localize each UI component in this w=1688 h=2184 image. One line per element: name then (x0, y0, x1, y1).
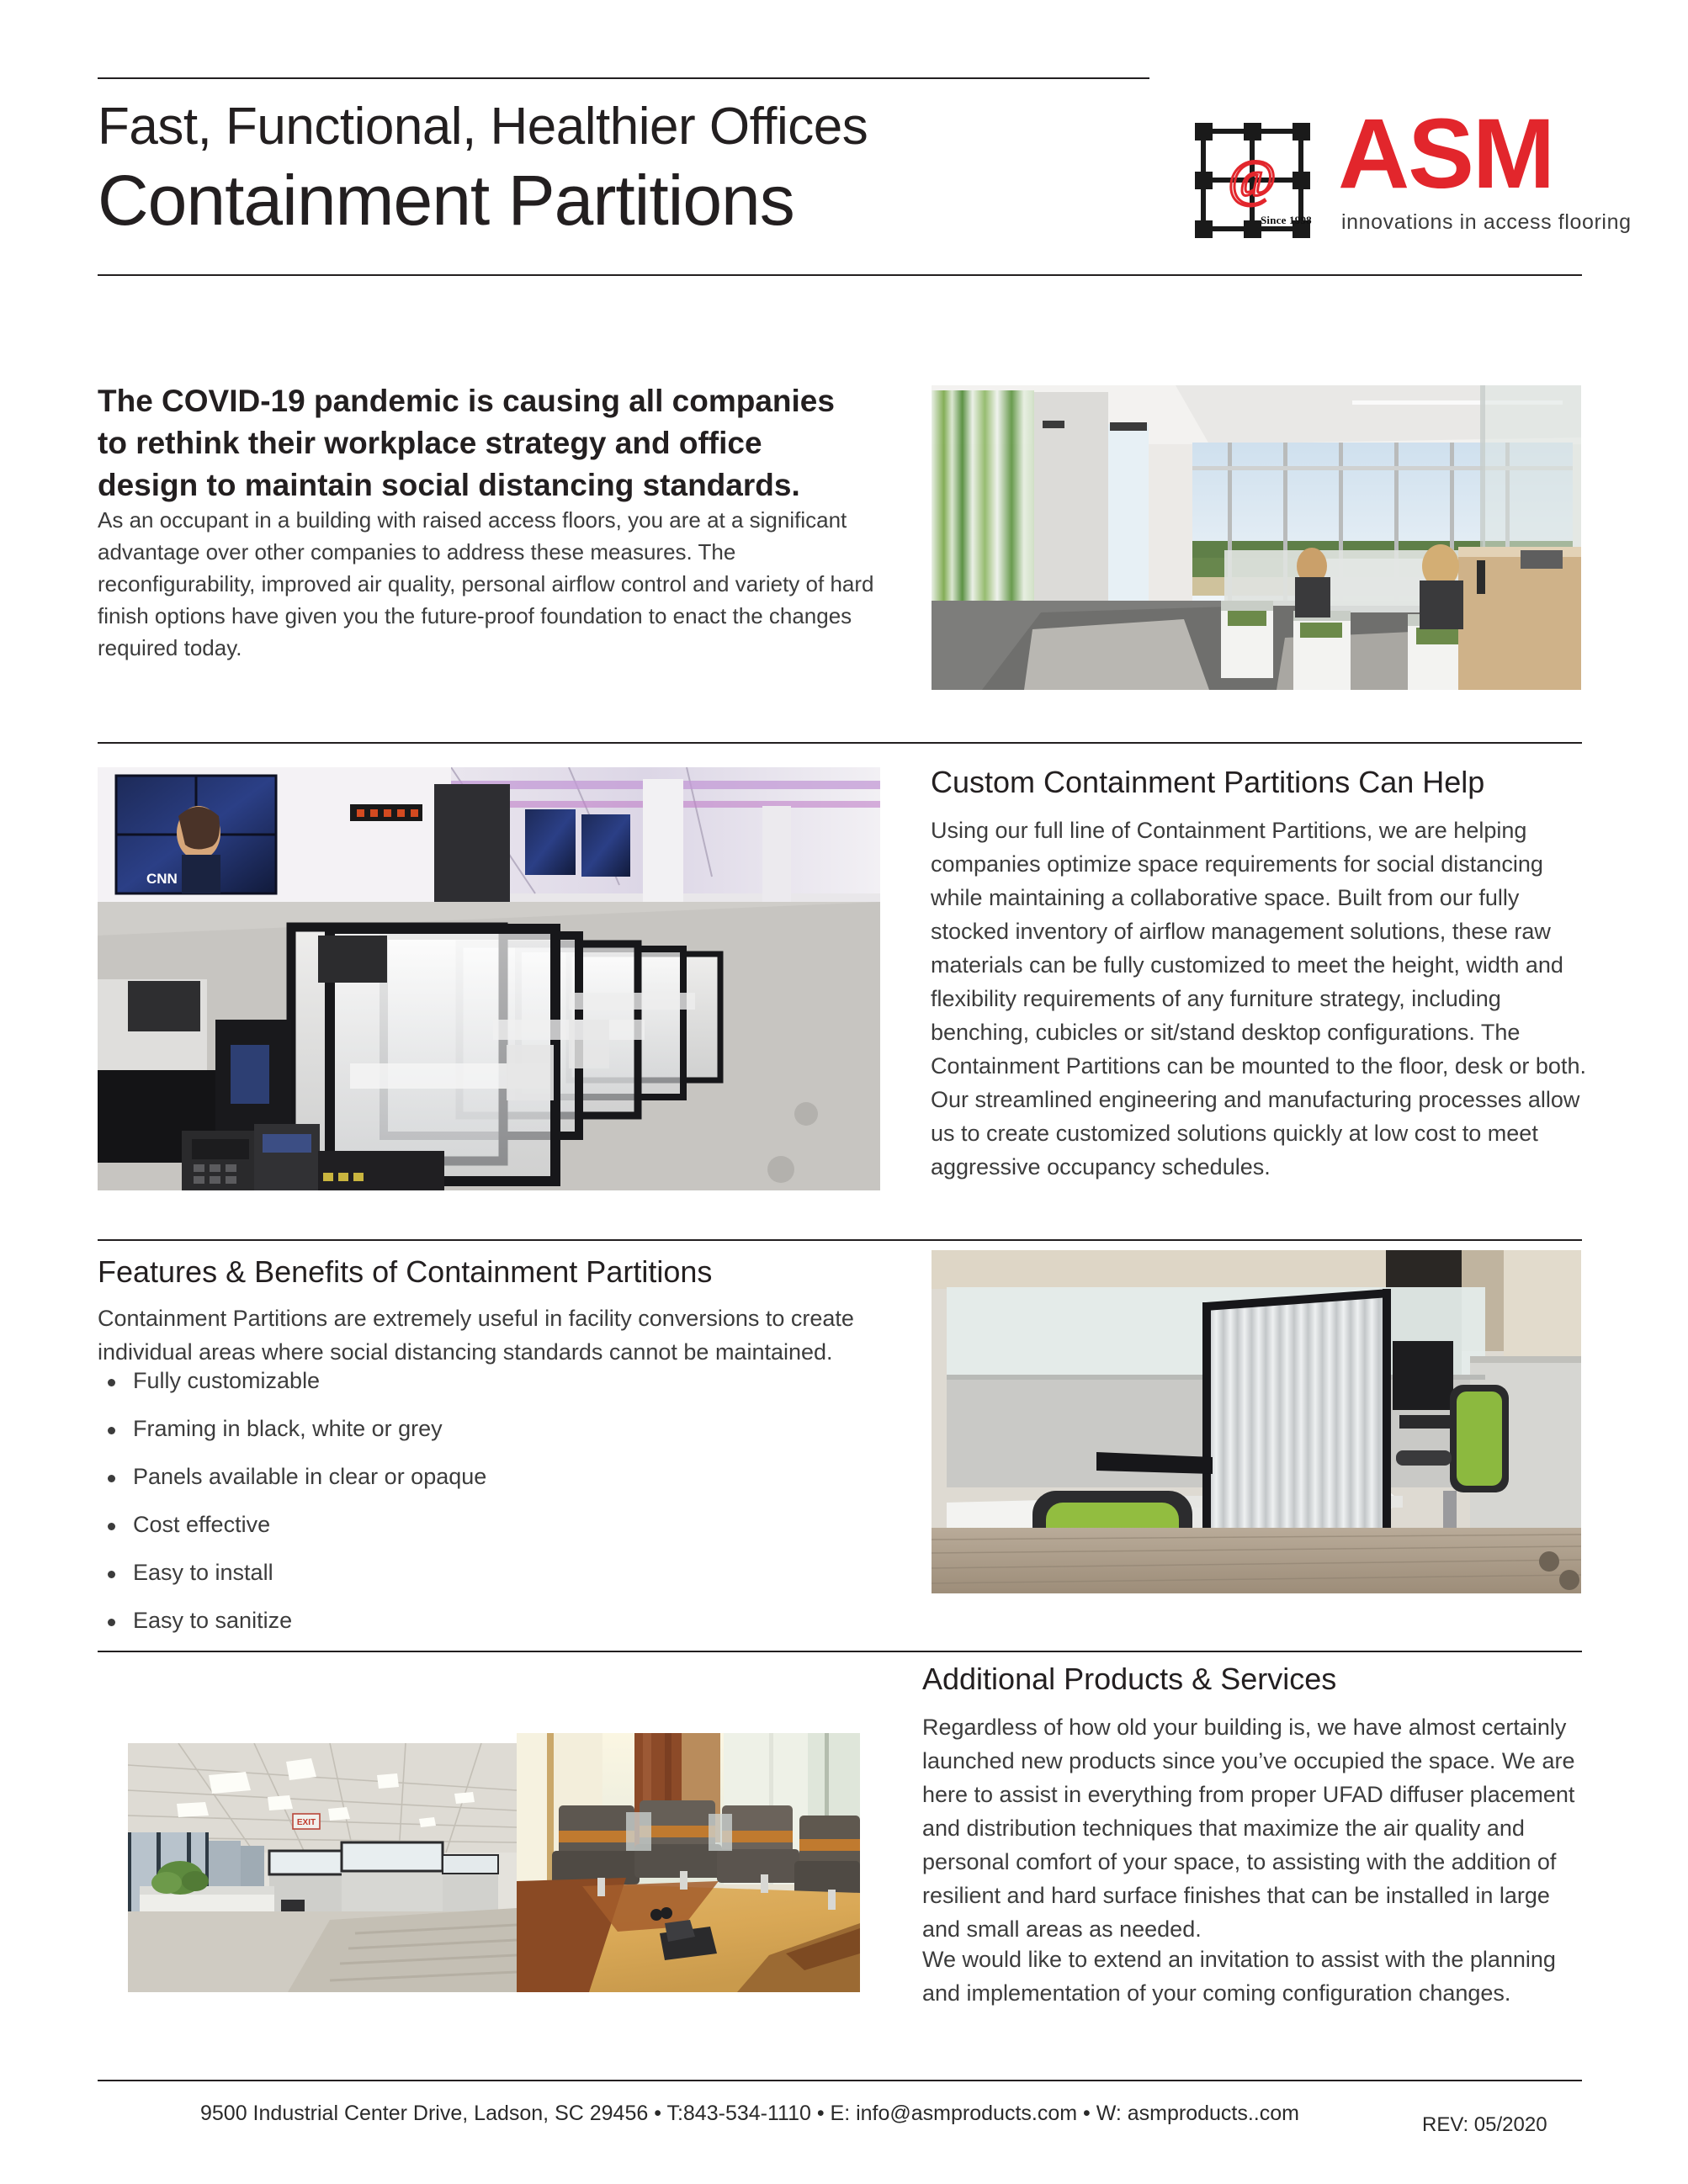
title-line-1: Fast, Functional, Healthier Offices (98, 98, 868, 156)
list-item: Easy to sanitize (98, 1609, 855, 1632)
list-item: Framing in black, white or grey (98, 1418, 855, 1440)
list-item: Cost effective (98, 1513, 855, 1536)
custom-help-body: Using our full line of Containment Partitions, we are helping companies optimize space requirements for social distancing while maintaining a collaborative space. Built from our fully stocked inventory of airflow management solutions, these raw materials can be fully customized to meet the height, width and flexibility requirements of any furniture strategy, including benching, cubicles or sit/stand desktop configurations. The Containment Partitions can be mounted to the floor, desk or both. Our streamlined engineering and manufacturing processes allow us to create customized solutions quickly at low cost to meet aggressive occupancy schedules. (931, 818, 1586, 1179)
list-item: Panels available in clear or opaque (98, 1466, 855, 1488)
custom-help-heading: Custom Containment Partitions Can Help (931, 765, 1485, 799)
intro-body: As an occupant in a building with raised access floors, you are at a significant advantage over other companies to address these measures. The reconfigurability, improved air quality, personal airflow control and variety of hard finish options have given you the future-proof foundation to enact the changes required today. (98, 507, 874, 660)
section-divider-4 (98, 1651, 1582, 1652)
photo-cubicle-partition (932, 1250, 1581, 1593)
svg-text:@: @ (1228, 151, 1277, 208)
section-divider-3 (98, 1239, 1582, 1241)
title-line-2: Containment Partitions (98, 161, 794, 241)
photo-open-office (932, 385, 1581, 690)
asm-logo (1188, 98, 1632, 244)
list-item: Fully customizable (98, 1370, 855, 1392)
features-bullet-list (98, 1370, 855, 1657)
photo-cubicle-office (128, 1743, 517, 1992)
footer-contact-info: 9500 Industrial Center Drive, Ladson, SC 29456 • T:843-534-1110 • E: info@asmproducts.com • W: asmproducts..com (200, 2102, 1299, 2125)
since-label: Since 1998 (1261, 214, 1312, 226)
photo-lobby-seating (517, 1733, 860, 1992)
header-divider (98, 77, 1149, 79)
intro-lead: The COVID-19 pandemic is causing all companies to rethink their workplace strategy and office design to maintain social distancing standards. (98, 384, 835, 502)
features-heading: Features & Benefits of Containment Partitions (98, 1254, 713, 1289)
svg-text:EXIT: EXIT (296, 1818, 316, 1827)
footer-revision: REV: 05/2020 (1422, 2113, 1547, 2136)
section-divider-1 (98, 274, 1582, 276)
logo-tagline: innovations in access flooring (1341, 210, 1632, 234)
features-body: Containment Partitions are extremely useful in facility conversions to create individual areas where social distancing standards cannot be maintained. (98, 1306, 854, 1365)
list-item: Easy to install (98, 1561, 855, 1584)
footer-divider (98, 2080, 1582, 2081)
page-title (98, 99, 1133, 240)
additional-body: Regardless of how old your building is, we have almost certainly launched new products since you’ve occupied the space. We are here to assist in everything from proper UFAD diffuser placement and distribution techniques that maximize the air quality and personal comfort of your space, to assisting with the addition of resilient and hard surface finishes that can be installed in large and small areas as needed. (922, 1715, 1575, 1942)
svg-text:CNN: CNN (146, 871, 178, 887)
asm-wordmark: ASM (1338, 98, 1554, 209)
additional-heading: Additional Products & Services (922, 1662, 1337, 1696)
section-divider-2 (98, 742, 1582, 744)
photo-trading-floor (98, 767, 880, 1190)
additional-body-2: We would like to extend an invitation to assist with the planning and implementation of your coming configuration changes. (922, 1947, 1556, 2006)
